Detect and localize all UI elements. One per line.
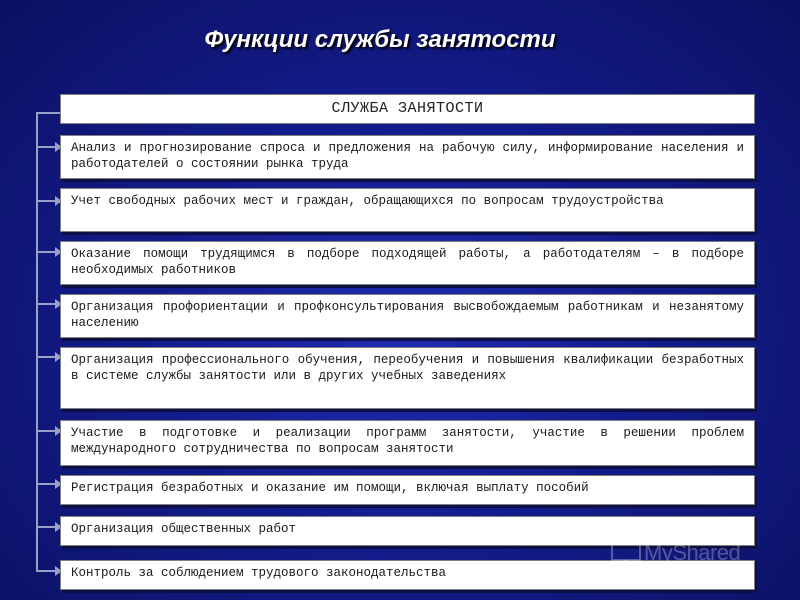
arrow-6 <box>36 430 60 432</box>
connector-top <box>36 112 60 114</box>
arrow-8 <box>36 526 60 528</box>
function-box-3: Оказание помощи трудящимся в подборе подходящей работы, а работодателям – в подборе необходимых работников <box>60 241 755 285</box>
slide-title: Функции службы занятости <box>204 26 556 53</box>
arrow-7 <box>36 483 60 485</box>
function-box-6: Участие в подготовке и реализации программ занятости, участие в решении проблем международного сотрудничества по вопросам занятости <box>60 420 755 466</box>
arrow-2 <box>36 200 60 202</box>
function-box-2: Учет свободных рабочих мест и граждан, обращающихся по вопросам трудоустройства <box>60 188 755 232</box>
function-box-1: Анализ и прогнозирование спроса и предложения на рабочую силу, информирование населения и работодателей о состоянии рынка труда <box>60 135 755 179</box>
function-box-8: Организация общественных работ <box>60 516 755 546</box>
arrow-4 <box>36 303 60 305</box>
arrow-9 <box>36 570 60 572</box>
header-box: СЛУЖБА ЗАНЯТОСТИ <box>60 94 755 124</box>
connector-line <box>36 112 38 572</box>
function-box-7: Регистрация безработных и оказание им помощи, включая выплату пособий <box>60 475 755 505</box>
watermark: MyShared <box>644 540 741 565</box>
function-box-9: Контроль за соблюдением трудового законодательства <box>60 560 755 590</box>
function-box-4: Организация профориентации и профконсультирования высвобождаемым работникам и незанятому населению <box>60 294 755 338</box>
function-box-5: Организация профессионального обучения, переобучения и повышения квалификации безработных в системе службы занятости или в других учебных заведениях <box>60 347 755 409</box>
arrow-5 <box>36 356 60 358</box>
arrow-1 <box>36 146 60 148</box>
presentation-board-icon <box>610 540 642 570</box>
arrow-3 <box>36 251 60 253</box>
